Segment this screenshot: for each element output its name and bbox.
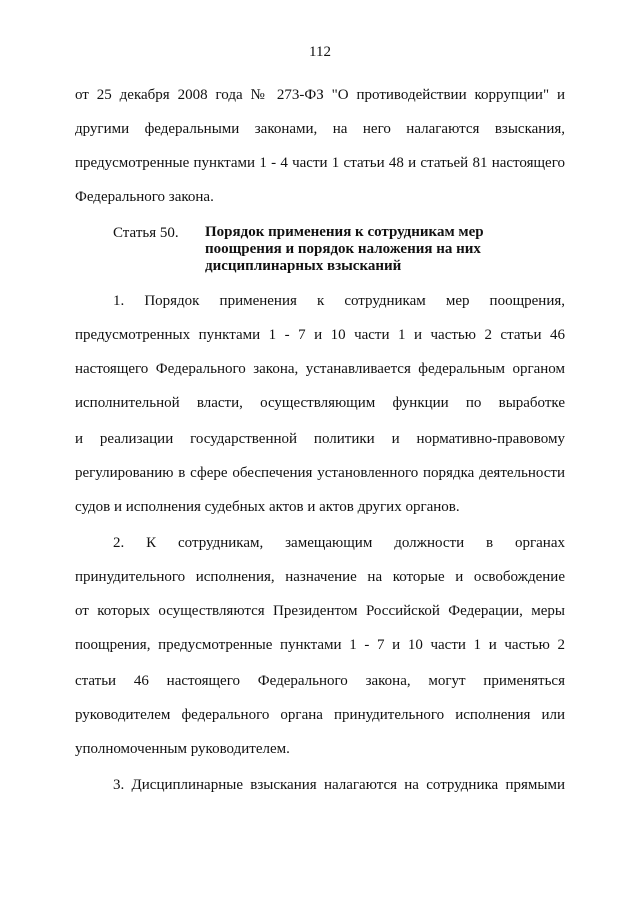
paragraph1-line-7: судов и исполнения судебных актов и актов других органов.: [75, 499, 460, 515]
paragraph1-line-1: 1. Порядок применения к сотрудникам мер поощрения,: [113, 293, 565, 309]
paragraph2-line-3: от которых осуществляются Президентом Российской Федерации, меры: [75, 603, 565, 619]
paragraph1-line-5: и реализации государственной политики и нормативно-правовому: [75, 431, 565, 447]
intro-line-1: от 25 декабря 2008 года № 273-ФЗ "О противодействии коррупции" и: [75, 87, 565, 103]
paragraph3-line-1: 3. Дисциплинарные взыскания налагаются на сотрудника прямыми: [113, 777, 565, 793]
paragraph2-line-4: поощрения, предусмотренные пунктами 1 - 7 и 10 части 1 и частью 2: [75, 637, 565, 653]
paragraph1-line-6: регулированию в сфере обеспечения установленного порядка деятельности: [75, 465, 565, 481]
intro-line-3: предусмотренные пунктами 1 - 4 части 1 статьи 48 и статьей 81 настоящего: [75, 155, 565, 171]
article-title: [205, 224, 565, 275]
article-title-line-3: дисциплинарных взысканий: [205, 258, 402, 274]
article-title-line-2: поощрения и порядок наложения на них: [205, 241, 481, 257]
paragraph1-line-2: предусмотренных пунктами 1 - 7 и 10 части 1 и частью 2 статьи 46: [75, 327, 565, 343]
intro-line-4: Федерального закона.: [75, 189, 214, 205]
paragraph2-line-1: 2. К сотрудникам, замещающим должности в органах: [113, 535, 565, 551]
page-number: 112: [309, 44, 331, 60]
paragraph1-line-4: исполнительной власти, осуществляющим функции по выработке: [75, 395, 565, 411]
paragraph2-line-7: уполномоченным руководителем.: [75, 741, 290, 757]
paragraph2-line-5: статьи 46 настоящего Федерального закона, могут применяться: [75, 673, 565, 689]
paragraph2-line-2: принудительного исполнения, назначение на которые и освобождение: [75, 569, 565, 585]
paragraph2-line-6: руководителем федерального органа принудительного исполнения или: [75, 707, 565, 723]
article-number: Статья 50.: [113, 225, 179, 241]
paragraph1-line-3: настоящего Федерального закона, устанавливается федеральным органом: [75, 361, 565, 377]
article-title-line-1: Порядок применения к сотрудникам мер: [205, 224, 484, 240]
intro-line-2: другими федеральными законами, на него налагаются взыскания,: [75, 121, 565, 137]
